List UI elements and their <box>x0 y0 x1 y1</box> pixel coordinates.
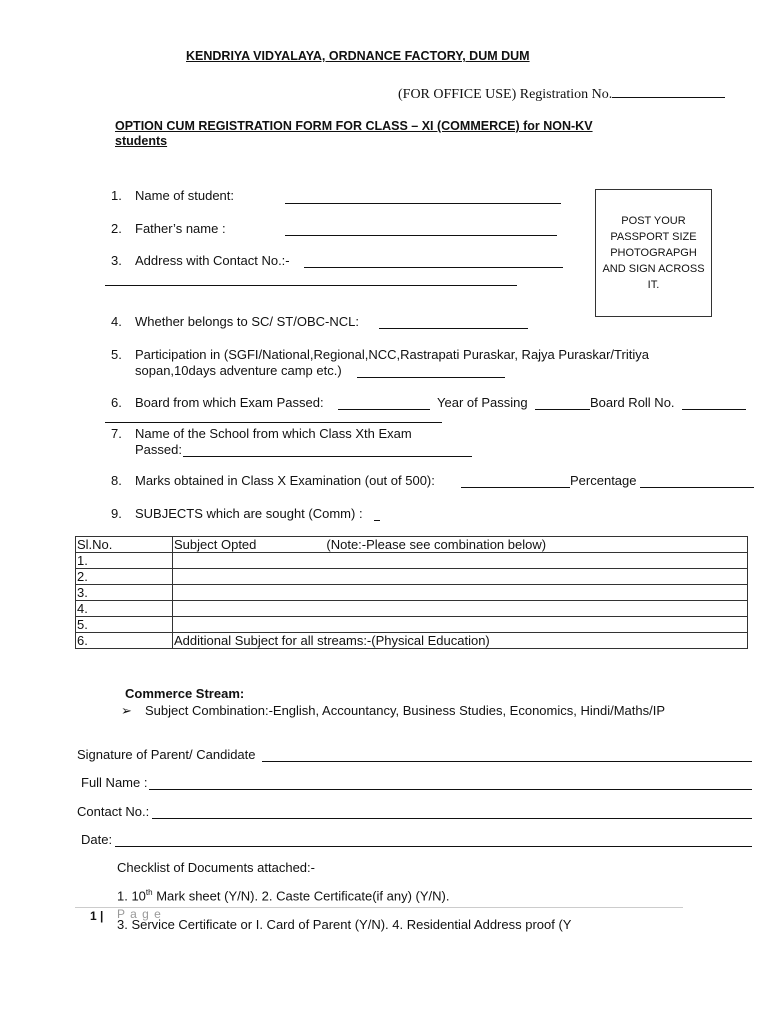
field-label: Whether belongs to SC/ ST/OBC-NCL: <box>135 314 359 329</box>
photo-box-line1: POST YOUR <box>621 215 686 227</box>
subjects-table <box>75 536 748 649</box>
table-row <box>76 601 748 617</box>
field-subjects <box>111 506 363 521</box>
field-father-name <box>111 221 226 236</box>
photo-box-line2: PASSPORT SIZE <box>610 231 697 243</box>
contact-label: Contact No.: <box>77 804 150 819</box>
checklist-item-1-pre: 1. 10 <box>117 888 146 904</box>
page-word: P a g e <box>117 907 162 921</box>
row-subject[interactable] <box>173 617 748 633</box>
combination-text: Subject Combination:-English, Accountancy, Business Studies, Economics, Hindi/Maths/IP <box>145 703 666 718</box>
checklist-item-1-sup: th <box>145 888 153 897</box>
checklist-item-2: 3. Service Certificate or I. Card of Parent (Y/N). 4. Residential Address proof (Y <box>117 917 572 932</box>
row-subject[interactable] <box>173 569 748 585</box>
field-label: Father’s name : <box>135 221 226 236</box>
address-line-2[interactable] <box>105 285 517 286</box>
field-participation-line2: sopan,10days adventure camp etc.) <box>135 363 342 378</box>
header-subject-label: Subject Opted <box>174 537 257 552</box>
father-name-line[interactable] <box>285 235 557 236</box>
row-sl: 6. <box>76 633 173 649</box>
row-subject: Additional Subject for all streams:-(Physical Education) <box>173 633 748 649</box>
category-line[interactable] <box>379 328 528 329</box>
row-subject[interactable] <box>173 601 748 617</box>
percentage-label: Percentage <box>570 473 637 488</box>
school-line[interactable] <box>183 456 472 457</box>
marks-line[interactable] <box>461 487 570 488</box>
field-number: 8. <box>111 473 122 488</box>
board-line[interactable] <box>338 409 430 410</box>
board-roll-label: Board Roll No. <box>590 395 675 410</box>
row-sl: 5. <box>76 617 173 633</box>
contact-line[interactable] <box>152 818 752 819</box>
field-number: 4. <box>111 314 122 329</box>
row-subject[interactable] <box>173 585 748 601</box>
field-label: Name of student: <box>135 188 234 203</box>
field-number: 5. <box>111 347 122 362</box>
field-number: 9. <box>111 506 122 521</box>
header-sl-no: Sl.No. <box>76 537 173 553</box>
commerce-heading: Commerce Stream: <box>125 686 245 701</box>
field-label: Address with Contact No.:- <box>135 253 290 268</box>
date-label: Date: <box>81 832 113 847</box>
field-label: Participation in (SGFI/National,Regional,NCC,Rastrapati Puraskar, Rajya Puraskar/Tritiya <box>135 347 649 362</box>
registration-number-field[interactable] <box>612 84 725 98</box>
row-subject[interactable] <box>173 553 748 569</box>
field-school-line2: Passed: <box>135 442 182 457</box>
subjects-line <box>374 520 380 521</box>
field-number: 6. <box>111 395 122 410</box>
photo-box-line5: IT. <box>647 279 660 291</box>
field-label: Name of the School from which Class Xth Exam <box>135 426 412 441</box>
full-name-line[interactable] <box>149 789 752 790</box>
header-subject <box>173 537 748 553</box>
field-student-name <box>111 188 234 203</box>
header-note: (Note:-Please see combination below) <box>326 537 547 552</box>
page-number: 1 | <box>90 909 104 923</box>
form-title-line1: OPTION CUM REGISTRATION FORM FOR CLASS – XI (COMMERCE) for NON-KV <box>115 119 593 133</box>
field-marks <box>111 473 435 488</box>
field-label: SUBJECTS which are sought (Comm) : <box>135 506 363 521</box>
footer-rule <box>75 907 683 908</box>
field-number: 3. <box>111 253 122 268</box>
checklist-item-1-post: Mark sheet (Y/N). 2. Caste Certificate(if any) (Y/N). <box>152 888 450 904</box>
student-name-line[interactable] <box>285 203 561 204</box>
commerce-combination <box>121 703 665 719</box>
full-name-label: Full Name : <box>81 775 148 790</box>
percentage-line[interactable] <box>640 487 754 488</box>
field-category <box>111 314 359 329</box>
field-number: 2. <box>111 221 122 236</box>
photo-box-line3: PHOTOGRAPGH <box>610 247 697 259</box>
office-use-label <box>398 84 725 103</box>
field-label: Marks obtained in Class X Examination (out of 500): <box>135 473 435 488</box>
table-header-row <box>76 537 748 553</box>
field-participation <box>111 347 649 362</box>
row-sl: 4. <box>76 601 173 617</box>
address-line-1[interactable] <box>304 267 563 268</box>
field-address <box>111 253 290 268</box>
date-line[interactable] <box>115 846 752 847</box>
year-of-passing-line[interactable] <box>535 409 590 410</box>
row-sl: 3. <box>76 585 173 601</box>
table-row <box>76 553 748 569</box>
checklist-heading: Checklist of Documents attached:- <box>117 860 315 875</box>
field-number: 1. <box>111 188 122 203</box>
board-roll-line[interactable] <box>682 409 746 410</box>
school-name: KENDRIYA VIDYALAYA, ORDNANCE FACTORY, DUM DUM <box>186 49 530 63</box>
field-label: Board from which Exam Passed: <box>135 395 324 410</box>
table-row <box>76 617 748 633</box>
year-of-passing-label: Year of Passing <box>437 395 528 410</box>
form-title-line2: students <box>115 134 168 148</box>
field-number: 7. <box>111 426 122 441</box>
photo-box-line4: AND SIGN ACROSS <box>602 263 705 275</box>
row-sl: 2. <box>76 569 173 585</box>
row-sl: 1. <box>76 553 173 569</box>
office-use-text: (FOR OFFICE USE) Registration No. <box>398 87 613 102</box>
arrow-bullet-icon: ➢ <box>121 703 132 718</box>
table-row <box>76 585 748 601</box>
table-row <box>76 569 748 585</box>
checklist-item-1 <box>117 888 450 903</box>
signature-label: Signature of Parent/ Candidate <box>77 747 256 762</box>
field-school <box>111 426 412 441</box>
participation-line[interactable] <box>357 377 505 378</box>
table-row <box>76 633 748 649</box>
board-extra-line <box>105 422 442 423</box>
field-board <box>111 395 324 410</box>
signature-line[interactable] <box>262 761 752 762</box>
passport-photo-box <box>595 189 712 317</box>
